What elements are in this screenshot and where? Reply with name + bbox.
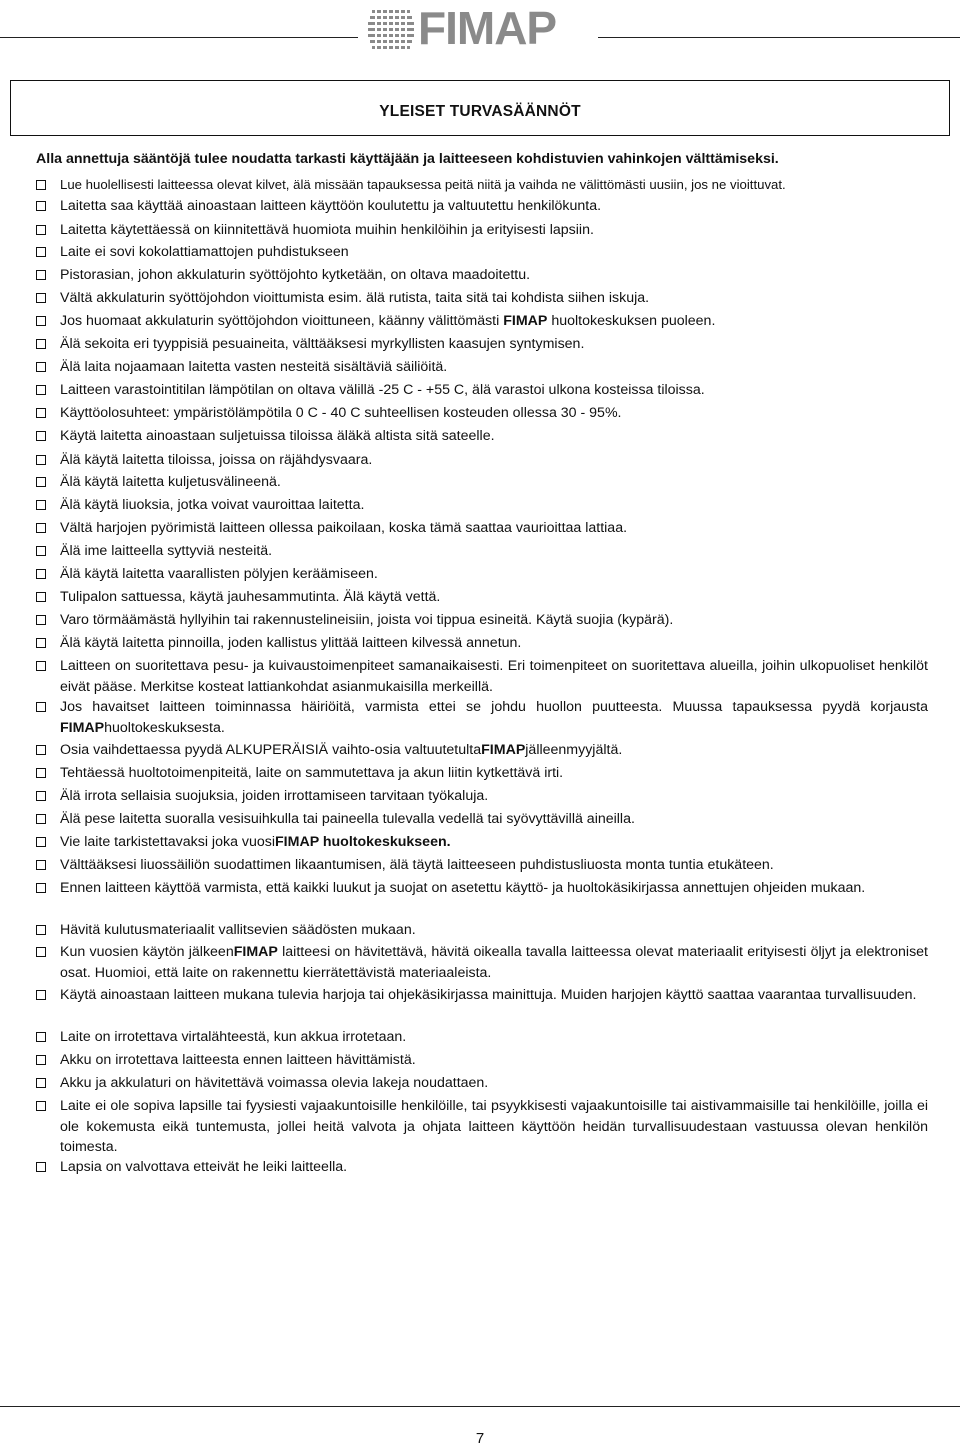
checkbox-bullet-icon — [36, 431, 46, 441]
checkbox-bullet-icon — [36, 1078, 46, 1088]
list-item — [36, 832, 928, 853]
list-item — [36, 587, 928, 608]
checkbox-bullet-icon — [36, 569, 46, 579]
checkbox-bullet-icon — [36, 745, 46, 755]
list-item — [36, 311, 928, 332]
checkbox-bullet-icon — [36, 661, 46, 671]
footer-rule — [0, 1406, 960, 1407]
list-item — [36, 541, 928, 562]
list-item — [36, 265, 928, 286]
brand-name-emphasis: FIMAP huoltokeskukseen. — [275, 834, 451, 850]
list-item — [36, 1157, 928, 1178]
checkbox-bullet-icon — [36, 883, 46, 893]
rule-text: Älä käytä laitetta pinnoilla, joden kallistus ylittää laitteen kilvessä annetun. — [60, 635, 522, 651]
page-number: 7 — [475, 1430, 485, 1447]
checkbox-bullet-icon — [36, 477, 46, 487]
checkbox-bullet-icon — [36, 592, 46, 602]
rule-text: Älä sekoita eri tyyppisiä pesuaineita, välttääksesi myrkyllisten kaasujen syntymisen. — [60, 336, 585, 352]
checkbox-bullet-icon — [36, 408, 46, 418]
list-item — [36, 920, 928, 941]
checkbox-bullet-icon — [36, 768, 46, 778]
rule-text: Vältä akkulaturin syöttöjohdon vioittumista esim. älä rutista, taita sitä tai kohdista siihen iskuja. — [60, 290, 650, 306]
rule-text: Laite ei sovi kokolattiamattojen puhdistukseen — [60, 244, 349, 260]
rule-text: Osia vaihdettaessa pyydä ALKUPERÄISIÄ vaihto-osia valtuutetultaFIMAPjälleenmyyjältä. — [60, 742, 623, 758]
checkbox-bullet-icon — [36, 1055, 46, 1065]
rule-text: Lapsia on valvottava etteivät he leiki laitteella. — [60, 1159, 348, 1175]
fimap-logo — [368, 2, 594, 54]
list-item — [36, 426, 928, 447]
list-item — [36, 1073, 928, 1094]
title-box — [10, 80, 950, 136]
list-item — [36, 740, 928, 761]
rule-text: Laitteen varastointitilan lämpötilan on oltava välillä -25 C - +55 C, älä varastoi ulkona kosteissa tiloissa. — [60, 382, 705, 398]
list-item — [36, 196, 928, 217]
rule-text: Vältä harjojen pyörimistä laitteen ollessa paikoilaan, koska tämä saattaa vaurioittaa lattiaa. — [60, 520, 628, 536]
checkbox-bullet-icon — [36, 1032, 46, 1042]
brand-name-emphasis: FIMAP — [233, 944, 278, 960]
rule-text: Varo törmäämästä hyllyihin tai rakennustelineisiin, joista voi tippua esineitä. Käytä suojia (kypärä). — [60, 612, 674, 628]
rule-text: Käyttöolosuhteet: ympäristölämpötila 0 C - 40 C suhteellisen kosteuden ollessa 30 - 95%. — [60, 405, 622, 421]
checkbox-bullet-icon — [36, 455, 46, 465]
rule-text: Laitteen on suoritettava pesu- ja kuivaustoimenpiteet samanaikaisesti. Eri toimenpiteet on suoritettava alueilla, joihin ulkopuoliset henkilöt eivät pääse. Merkitse kosteat lattiankohdat asianmukaisilla merkeillä. — [60, 658, 928, 695]
list-item — [36, 809, 928, 830]
rule-text: Älä pese laitetta suoralla vesisuihkulla tai paineella tulevalla vedellä tai syövyttävillä aineilla. — [60, 811, 635, 827]
list-item — [36, 564, 928, 585]
list-item — [36, 786, 928, 807]
checkbox-bullet-icon — [36, 180, 46, 190]
checkbox-bullet-icon — [36, 385, 46, 395]
checkbox-bullet-icon — [36, 702, 46, 712]
rule-text: Laitetta käytettäessä on kiinnitettävä huomiota muihin henkilöihin ja erityisesti lapsiin. — [60, 222, 594, 238]
checkbox-bullet-icon — [36, 791, 46, 801]
rule-text: Vie laite tarkistettavaksi joka vuosiFIMAP huoltokeskukseen. — [60, 834, 451, 850]
checkbox-bullet-icon — [36, 638, 46, 648]
list-item — [36, 242, 928, 263]
list-item — [36, 357, 928, 378]
list-item — [36, 697, 928, 738]
rule-text: Älä käytä liuoksia, jotka voivat vauroittaa laitetta. — [60, 497, 365, 513]
rule-text: Lue huolellisesti laitteessa olevat kilvet, älä missään tapauksessa peitä niitä ja vaihda ne välittömästi uusiin, jos ne vioittuvat. — [60, 177, 786, 192]
checkbox-bullet-icon — [36, 990, 46, 1000]
list-item — [36, 450, 928, 471]
logo-wordmark: FIMAP — [418, 2, 557, 54]
list-item — [36, 1027, 928, 1048]
list-item — [36, 472, 928, 493]
rule-text: Älä ime laitteella syttyviä nesteitä. — [60, 543, 273, 559]
checkbox-bullet-icon — [36, 947, 46, 957]
checkbox-bullet-icon — [36, 1162, 46, 1172]
checkbox-bullet-icon — [36, 615, 46, 625]
header-rule-left — [0, 37, 358, 38]
header-rule-right — [598, 37, 960, 38]
checkbox-bullet-icon — [36, 500, 46, 510]
checkbox-bullet-icon — [36, 225, 46, 235]
rule-text: Akku on irrotettava laitteesta ennen laitteen hävittämistä. — [60, 1052, 416, 1068]
checkbox-bullet-icon — [36, 316, 46, 326]
list-item — [36, 175, 928, 196]
list-item — [36, 985, 928, 1006]
checkbox-bullet-icon — [36, 860, 46, 870]
rule-text: Välttääksesi liuossäiliön suodattimen likaantumisen, älä täytä laitteeseen puhdistusliuosta monta tuntia etukäteen. — [60, 857, 774, 873]
checkbox-bullet-icon — [36, 201, 46, 211]
list-item — [36, 942, 928, 983]
page-title: YLEISET TURVASÄÄNNÖT — [379, 103, 581, 120]
rule-text: Jos huomaat akkulaturin syöttöjohdon vioittuneen, käänny välittömästi FIMAP huoltokeskuksen puoleen. — [60, 313, 716, 329]
rule-text: Käytä ainoastaan laitteen mukana tulevia harjoja tai ohjekäsikirjassa mainittuja. Muiden harjojen käyttö saattaa vaarantaa turvallisuuden. — [60, 987, 917, 1003]
list-item — [36, 334, 928, 355]
page-header — [0, 0, 960, 56]
rule-text: Tehtäessä huoltotoimenpiteitä, laite on sammutettava ja akun liitin kytkettävä irti. — [60, 765, 564, 781]
checkbox-bullet-icon — [36, 523, 46, 533]
brand-name-emphasis: FIMAP — [503, 313, 548, 329]
list-item — [36, 518, 928, 539]
list-item — [36, 1050, 928, 1071]
list-item — [36, 495, 928, 516]
rule-text: Pistorasian, johon akkulaturin syöttöjohto kytketään, on oltava maadoitettu. — [60, 267, 531, 283]
rule-text: Laite on irrotettava virtalähteestä, kun akkua irrotetaan. — [60, 1029, 407, 1045]
rule-text: Älä laita nojaamaan laitetta vasten nesteitä sisältäviä säiliöitä. — [60, 359, 448, 375]
checkbox-bullet-icon — [36, 837, 46, 847]
rule-text: Kun vuosien käytön jälkeenFIMAP laitteesi on hävitettävä, hävitä oikealla tavalla laitteessa olevat materiaalit erityisesti öljyt ja elektroniset osat. Huomioi, että laite on rakennettu kierrätettävistä materiaaleista. — [60, 944, 928, 981]
rule-text: Akku ja akkulaturi on hävitettävä voimassa olevia lakeja noudattaen. — [60, 1075, 489, 1091]
checkbox-bullet-icon — [36, 293, 46, 303]
list-item — [36, 855, 928, 876]
checkbox-bullet-icon — [36, 362, 46, 372]
list-item — [36, 763, 928, 784]
rule-text: Ennen laitteen käyttöä varmista, että kaikki luukut ja suojat on asetettu käyttö- ja huoltokäsikirjassa annettujen ohjeiden mukaan. — [60, 880, 866, 896]
rule-text: Käytä laitetta ainoastaan suljetuissa tiloissa äläkä altista sitä sateelle. — [60, 428, 495, 444]
rule-text: Älä irrota sellaisia suojuksia, joiden irrottamiseen tarvitaan työkaluja. — [60, 788, 489, 804]
rule-text: Laite ei ole sopiva lapsille tai fyysiesti vajaakuntoisille henkilöille, tai psyykkisesti vajaakuntoisille tai aistivammaisille tai henkilöille, joilla ei ole kokemusta eikä tuntemusta, jollei heitä valvota ja ohjata laitteen käyttöön heidän turvallisuudestaan vastuussa olevan henkilön toimesta. — [60, 1098, 928, 1155]
list-item — [36, 403, 928, 424]
checkbox-bullet-icon — [36, 925, 46, 935]
rule-text: Älä käytä laitetta tiloissa, joissa on räjähdysvaara. — [60, 452, 373, 468]
brand-name-emphasis: FIMAP — [481, 742, 526, 758]
rule-text: Älä käytä laitetta vaarallisten pölyjen keräämiseen. — [60, 566, 378, 582]
checkbox-bullet-icon — [36, 546, 46, 556]
rule-text: Älä käytä laitetta kuljetusvälineenä. — [60, 474, 281, 490]
rule-text: Hävitä kulutusmateriaalit vallitsevien säädösten mukaan. — [60, 922, 416, 938]
checkbox-bullet-icon — [36, 270, 46, 280]
list-item — [36, 656, 928, 697]
list-item — [36, 288, 928, 309]
logo-dot-grid-icon — [368, 8, 414, 54]
rule-text: Jos havaitset laitteen toiminnassa häiriöitä, varmista ettei se johdu huollon puutteesta. Muussa tapauksessa pyydä korjausta FIMAPhuoltokeskuksesta. — [60, 699, 928, 736]
list-item — [36, 380, 928, 401]
brand-name-emphasis: FIMAP — [60, 719, 105, 736]
checkbox-bullet-icon — [36, 814, 46, 824]
rule-text: Tulipalon sattuessa, käytä jauhesammutinta. Älä käytä vettä. — [60, 589, 441, 605]
list-item — [36, 1096, 928, 1158]
checkbox-bullet-icon — [36, 247, 46, 257]
list-item — [36, 610, 928, 631]
list-item — [36, 220, 928, 241]
rule-text: Laitetta saa käyttää ainoastaan laitteen käyttöön koulutettu ja valtuutettu henkilökunta. — [60, 198, 602, 214]
list-item — [36, 878, 928, 899]
checkbox-bullet-icon — [36, 1101, 46, 1111]
checkbox-bullet-icon — [36, 339, 46, 349]
intro-text: Alla annettuja sääntöjä tulee noudatta tarkasti käyttäjään ja laitteeseen kohdistuvien vahinkojen välttämiseksi. — [36, 151, 779, 167]
list-item — [36, 633, 928, 654]
